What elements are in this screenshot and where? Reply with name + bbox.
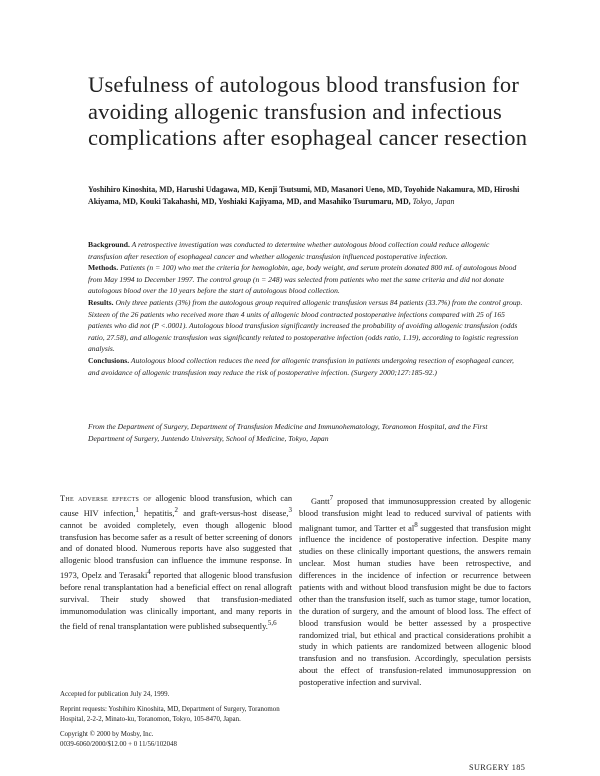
reference-mark: 5,6 (267, 618, 277, 627)
body-text: Gantt (311, 496, 330, 506)
conclusions-label: Conclusions. (88, 355, 130, 365)
body-text: and graft-versus-host disease, (178, 508, 289, 518)
body-text: hepatitis, (138, 508, 175, 518)
body-text: allogenic blood transfusion, which can cause HIV infection, (60, 494, 293, 518)
page-folio: SURGERY 185 (469, 763, 526, 772)
abstract-methods (88, 262, 524, 297)
body-column-right (299, 493, 531, 689)
methods-text: Patients (n = 100) who met the criteria for hemoglobin, age, body weight, and serum protein donated 800 mL of autologous blood from May 1994 to December 1997. The control group (n = 248) was selected from patients who met the same criteria and did not donate autologous blood over the 10 years before the start of autologous blood collection. (88, 263, 517, 296)
author-location: Tokyo, Japan (412, 196, 455, 206)
conclusions-text: Autologous blood collection reduces the need for allogenic transfusion in patients undergoing resection of esophageal cancer, and avoidance of allogenic transfusion may reduce the risk of postoperative infection. (Surgery 2000;127:185-92.) (88, 355, 514, 377)
lead-caps: The adverse effects of (60, 494, 152, 503)
results-text: Only three patients (3%) from the autologous group required allogenic transfusion versus 84 patients (33.7%) from the control group. Sixteen of the 26 patients who received more than 4 units of allogenic blood contracted postoperative infections compared with 25 of 165 patients who did not (P <.0001). Autologous blood transfusion significantly increased the probability of avoiding allogenic transfusion (odds ratio, 27.58), and allogenic transfusion was significantly related to postoperative infection (odds ratio, 1.19), according to logistic regression analysis. (88, 297, 523, 354)
body-column-left (60, 493, 292, 632)
methods-label: Methods. (88, 263, 119, 273)
author-names: Yoshihiro Kinoshita, MD, Harushi Udagawa, MD, Kenji Tsutsumi, MD, Masanori Ueno, MD, Toyohide Nakamura, MD, Hiroshi Akiyama, MD, Kouki Takahashi, MD, Yoshiaki Kajiyama, MD, and Masahiko Tsurumaru, MD, (88, 185, 520, 206)
abstract-background (88, 239, 524, 262)
reference-mark: 3 (288, 505, 292, 514)
reference-mark: 1 (135, 505, 139, 514)
footnote-reprint: Reprint requests: Yoshihiro Kinoshita, MD, Department of Surgery, Toranomon Hospital, 2-2-2, Minato-ku, Toranomon, Tokyo, 105-8470, Japan. (60, 706, 280, 723)
reference-mark: 8 (414, 520, 418, 529)
footnote-copyright: Copyright © 2000 by Mosby, Inc. (60, 731, 154, 738)
article-title: Usefulness of autologous blood transfusion for avoiding allogenic transfusion and infectious complications after esophageal cancer resection (88, 72, 528, 150)
background-text: A retrospective investigation was conducted to determine whether autologous blood collection could reduce allogenic transfusion after resection of esophageal cancer and whether allogenic transfusion influenced postoperative infection. (88, 240, 490, 261)
body-paragraph-1 (60, 493, 292, 632)
results-label: Results. (88, 297, 114, 307)
body-text: reported that allogenic blood transfusion before renal transplantation had a beneficial effect on renal allograft survival. Their study showed that transfusion-mediated immunomodulation was clinically important, and many reports in the field of renal transplantation were published subsequently. (60, 571, 293, 631)
body-text: proposed that immunosuppression created by allogenic blood transfusion might lead to reduced survival of patients with malignant tumor, and Tartter et al (299, 496, 531, 533)
reference-mark: 4 (147, 568, 151, 577)
footnote-accepted: Accepted for publication July 24, 1999. (60, 691, 170, 698)
abstract-results (88, 297, 524, 355)
affiliation: From the Department of Surgery, Department of Transfusion Medicine and Immunohematology, Toranomon Hospital, and the First Department of Surgery, Juntendo University, School of Medicine, Tokyo, Japan (88, 422, 488, 443)
footnotes (60, 690, 292, 750)
footnote-code: 0039-6060/2000/$12.00 + 0 11/56/102048 (60, 741, 177, 748)
reference-mark: 7 (329, 494, 334, 502)
abstract (88, 239, 524, 378)
reference-mark: 2 (174, 505, 179, 514)
author-list (88, 184, 524, 207)
abstract-conclusions (88, 355, 524, 378)
body-text: cannot be avoided completely, even though allogenic blood transfusion has become safer as a result of better screening of donors and of donated blood. Numerous reports have also suggested that allogenic blood transfusion can influence the immune response. In 1973, Opelz and Terasaki (60, 520, 292, 581)
body-paragraph-2 (299, 493, 531, 689)
body-text: suggested that transfusion might influence the incidence of postoperative infection. Despite many studies on these clinically important questions, the answers remain unclear. Most human studies have been retrospective, and differences in the incidence of infection or recurrence between patients with and without blood transfusion might be due to factors other than the transfusion itself, such as tumor stage, tumor location, the duration of surgery, and the amount of blood loss. The effect of blood transfusion would be better assessed by a prospective randomized trial, but ethical and practical considerations prohibit a study in which patients are randomized between allogenic blood transfusion and no transfusion. Accordingly, speculation persists about the effect of transfusion-related immunosuppression on postoperative infection and survival. (299, 523, 531, 688)
background-label: Background. (88, 240, 130, 249)
